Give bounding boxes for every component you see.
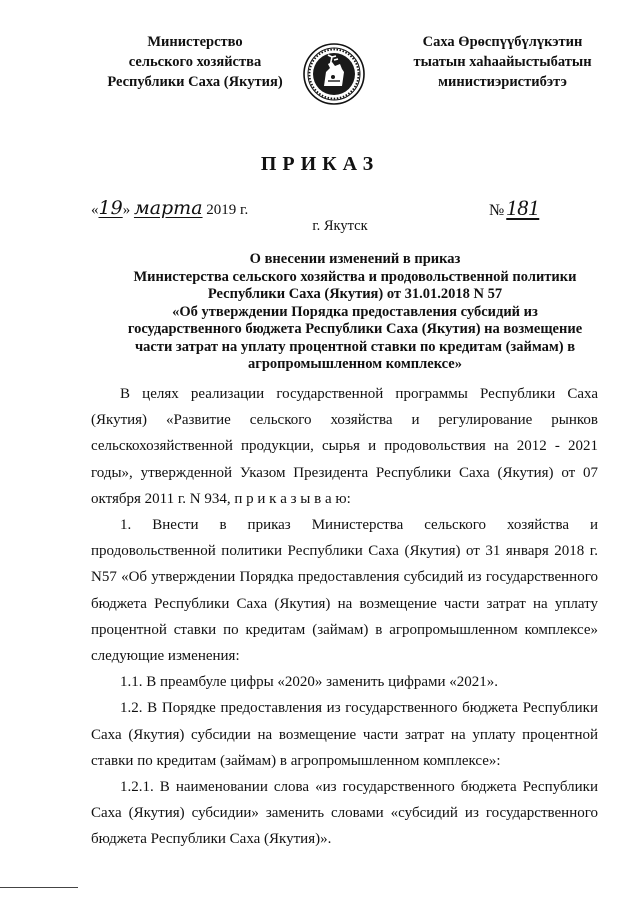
ministry-name-yakut	[395, 32, 610, 92]
body-paragraph: В целях реализации государственной программы Республики Саха (Якутия) «Развитие сельского хозяйства и регулирование рынков сельскохозяйственной продукции, сырья и продовольствия на 2012 - 2021 годы», утвержденной Указом Президента Республики Саха (Якутия) от 07 октября 2011 г. N 934, п р и к а з ы в а ю:	[91, 386, 598, 507]
document-title	[95, 251, 615, 374]
order-date	[91, 197, 248, 219]
body-paragraph: 1.1. В преамбуле цифры «2020» заменить цифрами «2021».	[120, 674, 499, 691]
coat-of-arms-icon	[302, 42, 366, 106]
title-line: агропромышленном комплексе»	[248, 356, 462, 372]
header-right-line: министиэристибэтэ	[438, 74, 567, 90]
document-body	[91, 381, 598, 853]
body-paragraph: 1. Внести в приказ Министерства сельского хозяйства и продовольственной политики Республики Саха (Якутия) от 31 января 2018 г. N57 «Об утверждении Порядка предоставления субсидий из государственного бюджета Республики Саха (Якутия) на возмещение части затрат на уплату процентной ставки по кредитам (займам) в агропромышленном комплексе» следующие изменения:	[91, 517, 598, 665]
number-prefix: №	[489, 202, 505, 219]
date-day-handwritten: 19	[98, 197, 123, 219]
ministry-name-russian	[95, 32, 295, 92]
title-line: «Об утверждении Порядка предоставления субсидий из	[172, 303, 538, 320]
title-line: государственного бюджета Республики Саха (Якутия) на возмещение	[127, 321, 583, 337]
header-left-line: Республики Саха (Якутия)	[107, 74, 283, 90]
title-line: Министерства сельского хозяйства и продовольственной политики	[133, 268, 577, 285]
header-left-line: сельского хозяйства	[128, 54, 262, 70]
header-left-line: Министерство	[147, 34, 243, 50]
body-paragraph: 1.2.1. В наименовании слова «из государственного бюджета Республики Саха (Якутия) субсидии» заменить словами «субсидий из государственного бюджета Республики Саха (Якутия)».	[91, 779, 598, 848]
title-line: О внесении изменений в приказ	[249, 251, 461, 267]
order-title: ПРИКАЗ	[260, 153, 380, 175]
title-line: Республики Саха (Якутия) от 31.01.2018 N 57	[207, 286, 503, 302]
date-year: 2019 г.	[206, 202, 249, 218]
footer-divider	[0, 887, 78, 888]
header-right-line: тыатын хаһаайыстыбатын	[413, 54, 592, 70]
date-open-quote: «	[91, 202, 99, 218]
title-line: части затрат на уплату процентной ставки по кредитам (займам) в	[134, 338, 576, 355]
date-close-quote: »	[122, 202, 131, 218]
body-paragraph: 1.2. В Порядке предоставления из государственного бюджета Республики Саха (Якутия) субсидии на возмещение части затрат на уплату процентной ставки по кредитам (займам) в агропромышленном комплексе»:	[91, 700, 598, 769]
header-right-line: Саха Өрөспүүбүлүкэтин	[422, 34, 583, 50]
city: г. Якутск	[312, 218, 368, 234]
number-handwritten: 181	[506, 195, 540, 220]
date-month-handwritten: марта	[133, 197, 203, 219]
